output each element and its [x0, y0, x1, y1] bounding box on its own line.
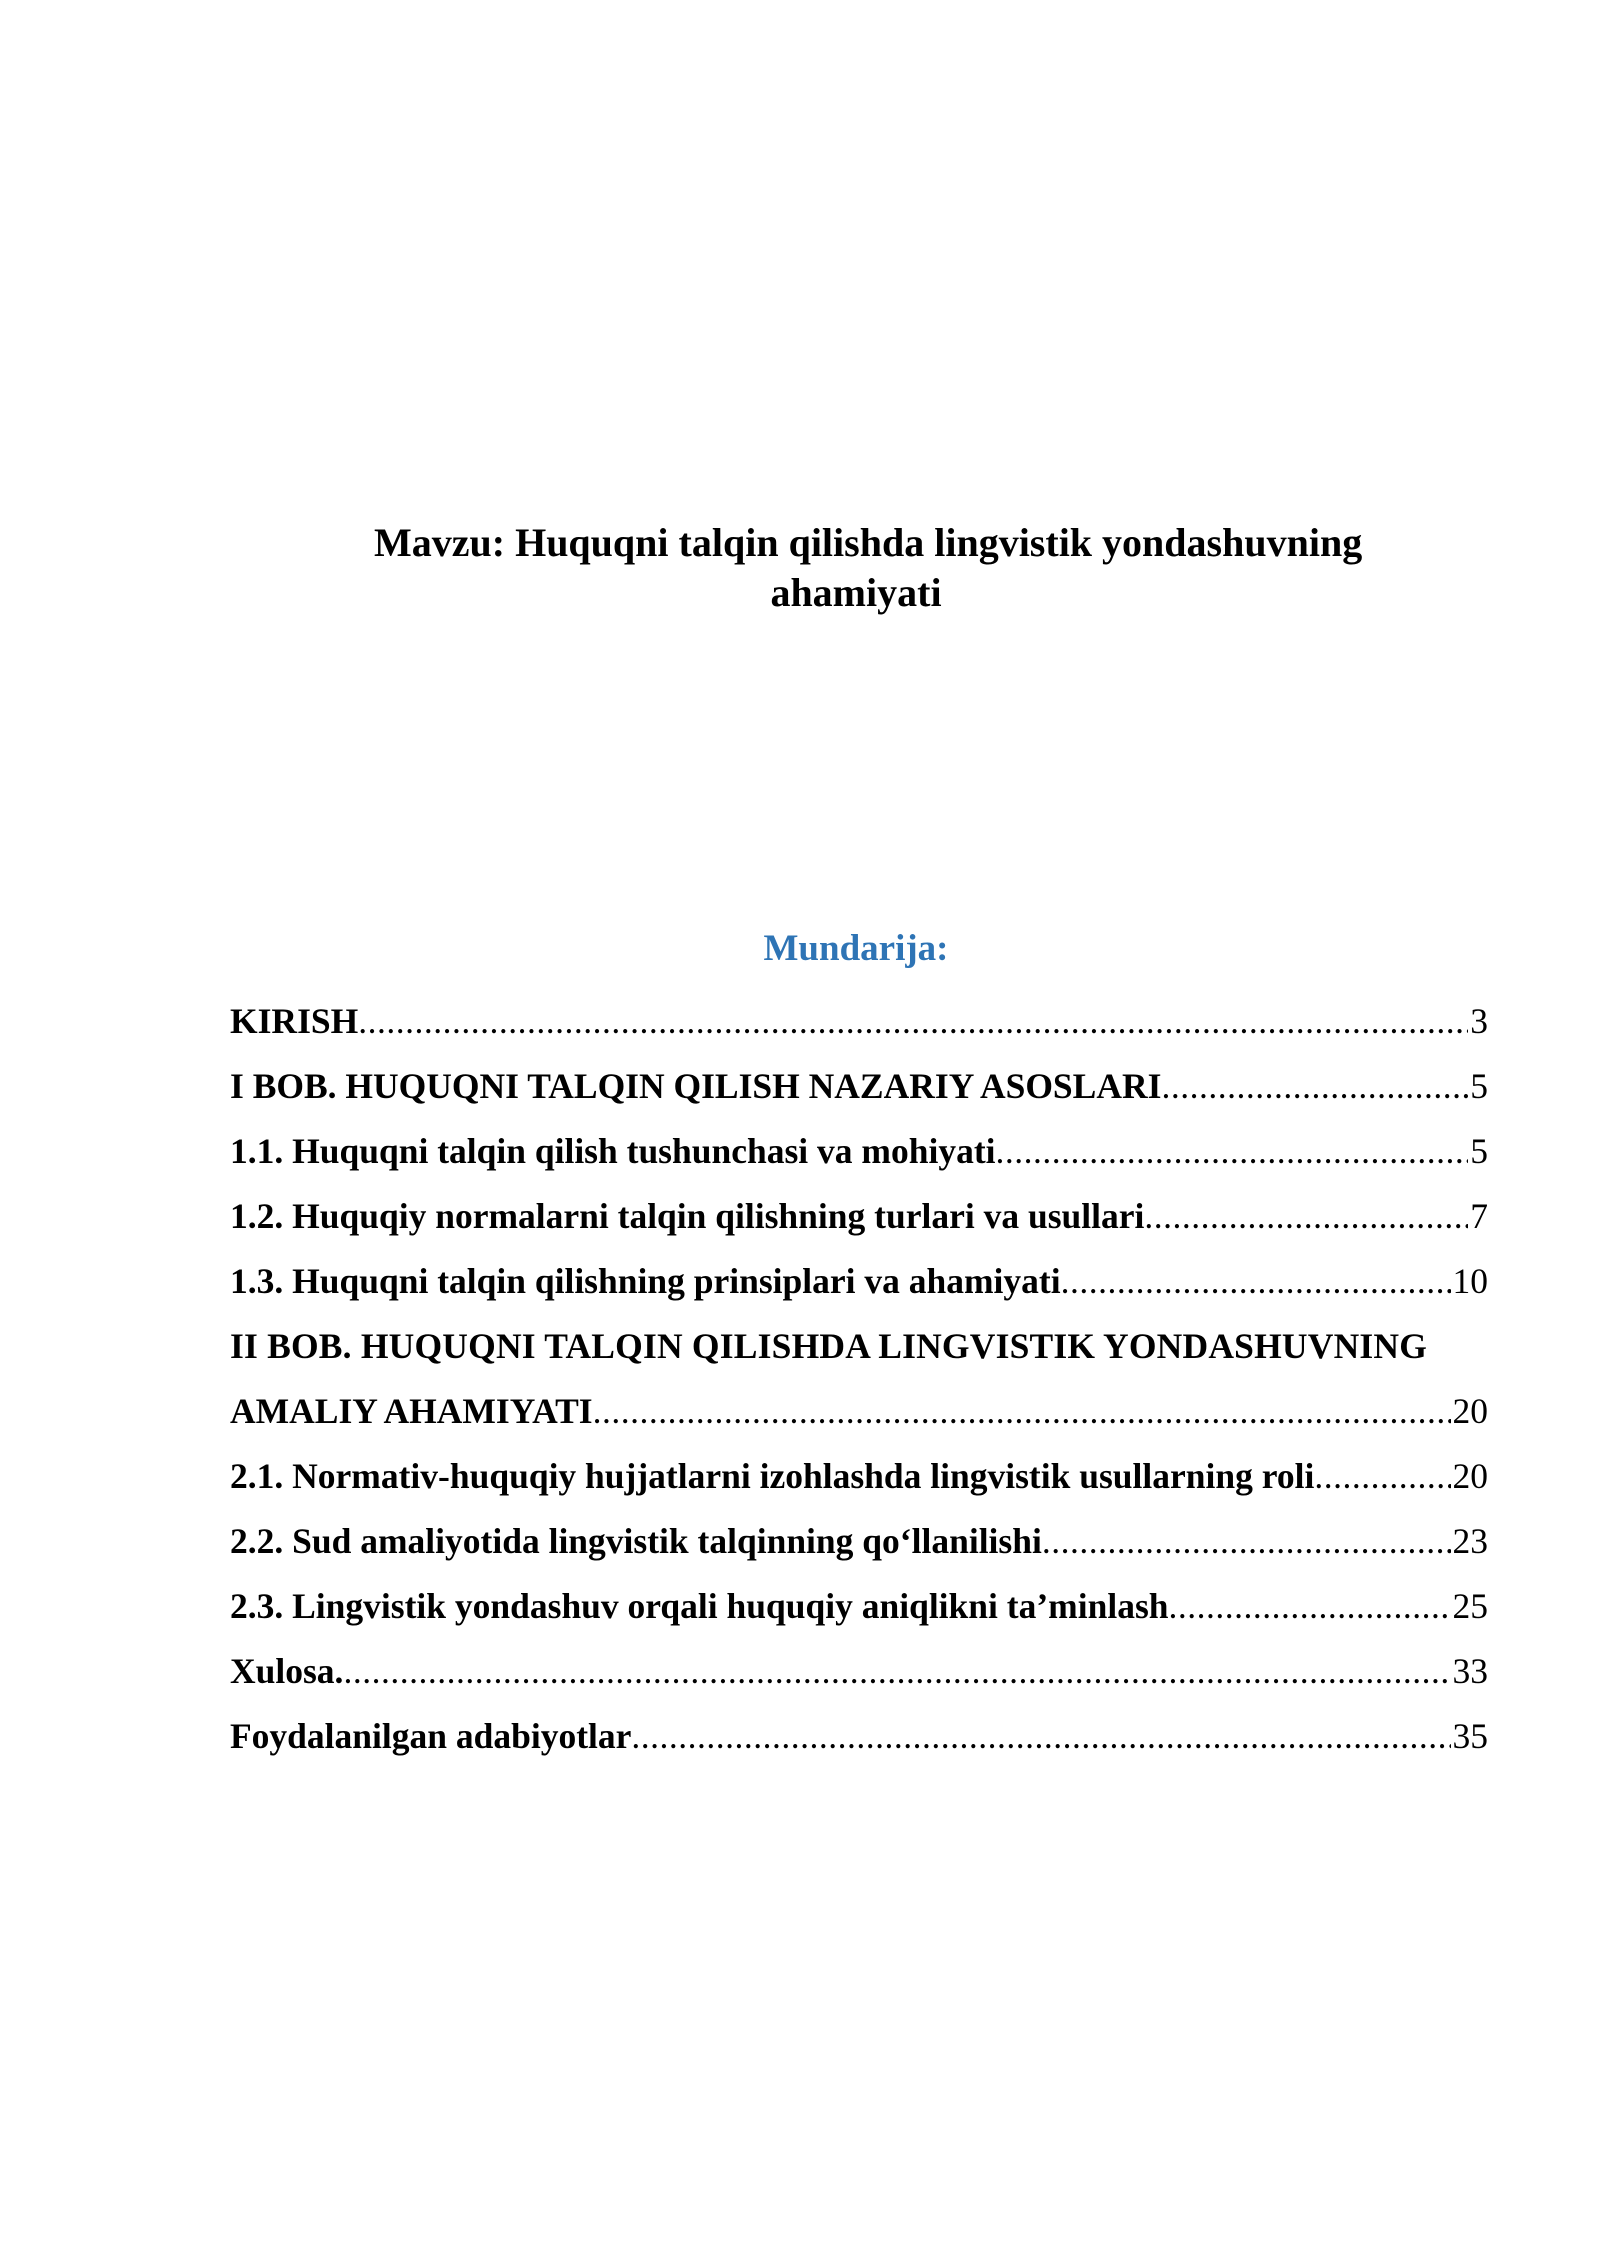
toc-entry-1-3[interactable]	[230, 1249, 1488, 1314]
toc-entry-page: 23	[1452, 1521, 1488, 1561]
toc-entry-page: 20	[1452, 1391, 1488, 1431]
toc-dot-leader	[1042, 1509, 1451, 1574]
toc-entry-label: Xulosa.	[230, 1651, 344, 1691]
toc-dot-leader	[358, 989, 1468, 1054]
toc-dot-leader	[343, 1639, 1450, 1704]
toc-entry-page: 25	[1452, 1586, 1488, 1626]
toc-entry-page: 7	[1470, 1196, 1488, 1236]
toc-dot-leader	[996, 1119, 1469, 1184]
title-line-2: ahamiyati	[770, 570, 942, 615]
toc-dot-leader	[631, 1704, 1450, 1769]
toc-entry-label: 1.1. Huquqni talqin qilish tushunchasi va mohiyati	[230, 1131, 996, 1171]
toc-dot-leader	[1161, 1054, 1468, 1119]
toc-entry-label: II BOB. HUQUQNI TALQIN QILISHDA LINGVISTIK YONDASHUVNING	[230, 1326, 1428, 1366]
toc-entry-label: 1.2. Huquqiy normalarni talqin qilishning turlari va usullari	[230, 1196, 1145, 1236]
toc-entry-label: 2.3. Lingvistik yondashuv orqali huquqiy aniqlikni ta’minlash	[230, 1586, 1169, 1626]
toc-entry-label: 2.1. Normativ-huquqiy hujjatlarni izohlashda lingvistik usullarning roli	[230, 1456, 1315, 1496]
toc-entry-page: 5	[1470, 1131, 1488, 1171]
toc-entry-label: 2.2. Sud amaliyotida lingvistik talqinning qo‘llanilishi	[230, 1521, 1042, 1561]
toc-heading: Mundarija:	[763, 928, 949, 969]
toc-entry-2-2[interactable]	[230, 1509, 1488, 1574]
toc-entry-label: I BOB. HUQUQNI TALQIN QILISH NAZARIY ASOSLARI	[230, 1066, 1162, 1106]
toc-entry-2-3[interactable]	[230, 1574, 1488, 1639]
toc-entry-label: KIRISH	[230, 1001, 359, 1041]
toc-dot-leader	[1314, 1444, 1450, 1509]
title-line-1: Mavzu: Huquqni talqin qilishda lingvistik yondashuvning	[374, 520, 1363, 565]
toc-entry-2-1[interactable]	[230, 1444, 1488, 1509]
toc-entry-page: 10	[1452, 1261, 1488, 1301]
toc-entry-1-1[interactable]	[230, 1119, 1488, 1184]
toc-entry-page: 35	[1452, 1716, 1488, 1756]
toc-entry-references[interactable]	[230, 1704, 1488, 1769]
toc-entry-label: 1.3. Huquqni talqin qilishning prinsiplari va ahamiyati	[230, 1261, 1061, 1301]
toc-entry-page: 3	[1470, 1001, 1488, 1041]
table-of-contents	[230, 989, 1488, 1769]
toc-entry-1-2[interactable]	[230, 1184, 1488, 1249]
toc-entry-label-continued: AMALIY AHAMIYATI	[230, 1391, 593, 1431]
toc-entry-chapter-2-cont[interactable]	[230, 1379, 1488, 1444]
toc-dot-leader	[1061, 1249, 1451, 1314]
toc-dot-leader	[1144, 1184, 1468, 1249]
toc-entry-page: 33	[1452, 1651, 1488, 1691]
toc-dot-leader	[1169, 1574, 1451, 1639]
toc-dot-leader	[593, 1379, 1451, 1444]
toc-entry-chapter-2[interactable]	[230, 1314, 1488, 1379]
toc-entry-chapter-1[interactable]	[230, 1054, 1488, 1119]
toc-entry-kirish[interactable]	[230, 989, 1488, 1054]
toc-entry-page: 20	[1452, 1456, 1488, 1496]
toc-entry-label: Foydalanilgan adabiyotlar	[230, 1716, 632, 1756]
toc-entry-xulosa[interactable]	[230, 1639, 1488, 1704]
toc-entry-page: 5	[1470, 1066, 1488, 1106]
